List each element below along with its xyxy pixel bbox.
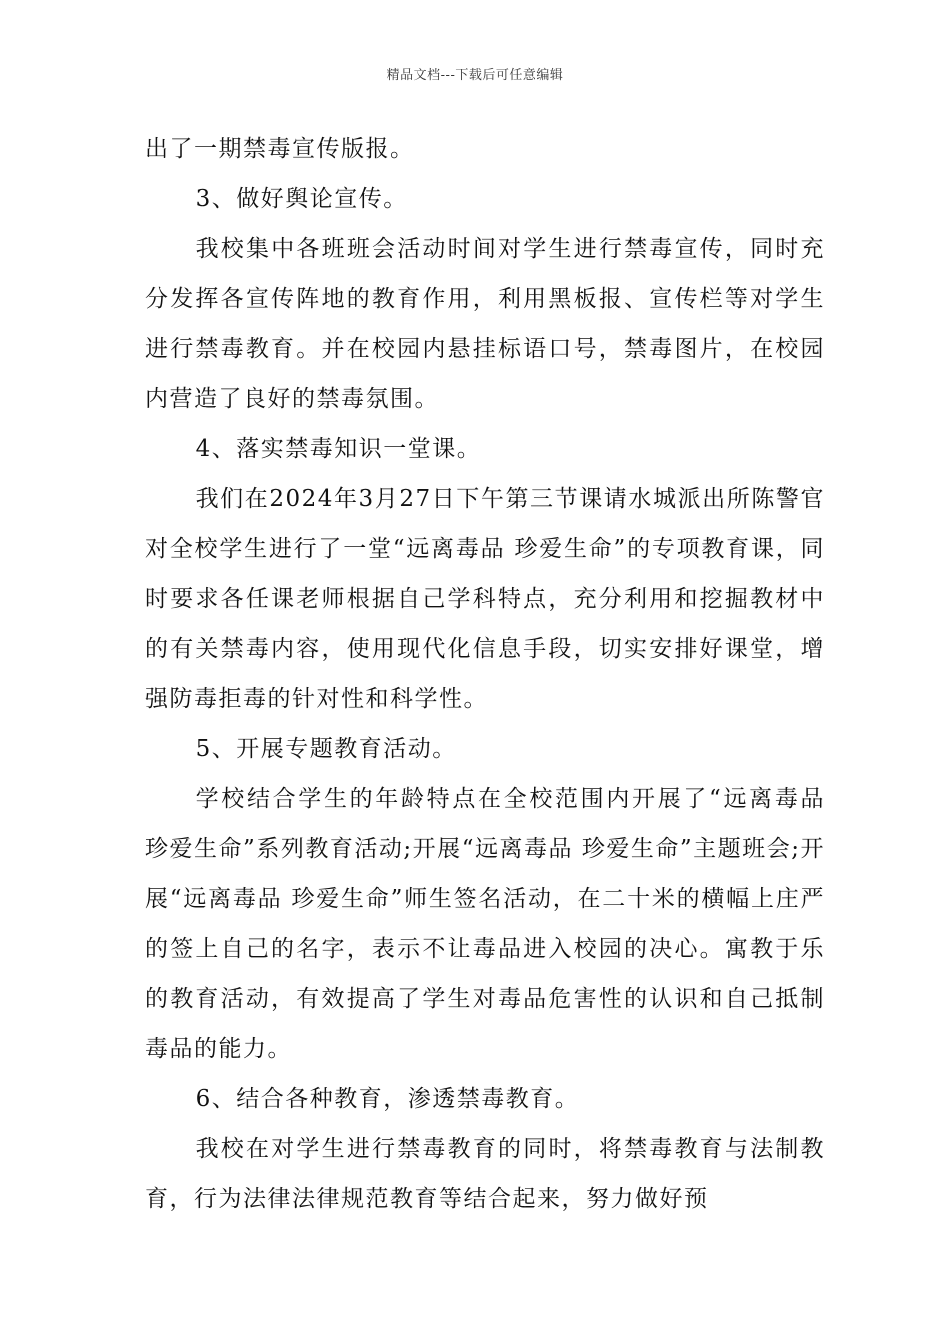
paragraph-activities: 学校结合学生的年龄特点在全校范围内开展了“远离毒品 珍爱生命”系列教育活动;开展“远离毒品 珍爱生命”主题班会;开展“远离毒品 珍爱生命”师生签名活动，在二十米的横幅上庄严的签上自己的名字，表示不让毒品进入校园的决心。寓教于乐的教育活动，有效提高了学生对毒品危害性的认识和自己抵制毒品的能力。: [145, 786, 825, 1062]
page-header: 精品文档---下载后可任意编辑: [386, 68, 564, 83]
paragraph-continuation: 出了一期禁毒宣传版报。: [145, 136, 415, 162]
section-heading-4: 4、落实禁毒知识一堂课。: [195, 436, 482, 462]
section-heading-5: 5、开展专题教育活动。: [195, 736, 457, 762]
paragraph-lesson: 我们在2024年3月27日下午第三节课请水城派出所陈警官对全校学生进行了一堂“远离毒品 珍爱生命”的专项教育课，同时要求各任课老师根据自己学科特点，充分利用和挖掘教材中的有关禁毒内容，使用现代化信息手段，切实安排好课堂，增强防毒拒毒的针对性和科学性。: [145, 486, 825, 712]
document-body: [145, 124, 825, 1224]
paragraph-integration: 我校在对学生进行禁毒教育的同时，将禁毒教育与法制教育，行为法律法律规范教育等结合起来，努力做好预: [145, 1136, 825, 1212]
section-heading-6: 6、结合各种教育，渗透禁毒教育。: [195, 1086, 580, 1112]
section-heading-3: 3、做好舆论宣传。: [195, 186, 408, 212]
paragraph-publicity: 我校集中各班班会活动时间对学生进行禁毒宣传，同时充分发挥各宣传阵地的教育作用，利用黑板报、宣传栏等对学生进行禁毒教育。并在校园内悬挂标语口号，禁毒图片，在校园内营造了良好的禁毒氛围。: [145, 236, 825, 412]
